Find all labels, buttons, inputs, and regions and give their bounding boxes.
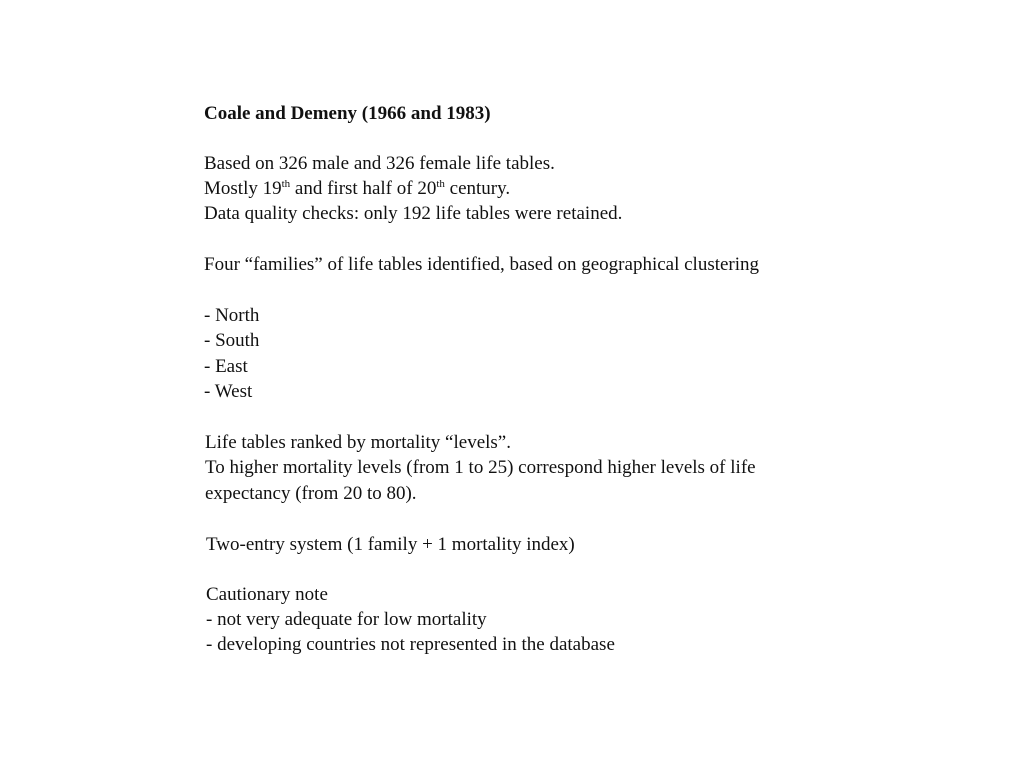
system-line: Two-entry system (1 family + 1 mortality index) — [206, 534, 575, 555]
family-item-north: - North — [204, 305, 260, 326]
ranking-line-3: expectancy (from 20 to 80). — [205, 483, 417, 504]
intro-line-2-b: and first half of 20 — [290, 178, 437, 199]
intro-line-2-c: century. — [444, 178, 511, 199]
intro-line-2-sup-2: th — [436, 178, 445, 190]
family-item-south: - South — [204, 330, 260, 351]
caution-item-2: - developing countries not represented in the database — [206, 634, 615, 655]
ranking-line-1: Life tables ranked by mortality “levels”. — [205, 432, 511, 453]
intro-line-2 — [204, 179, 510, 198]
ranking-line-2: To higher mortality levels (from 1 to 25) correspond higher levels of life — [205, 457, 756, 478]
family-item-west: - West — [204, 381, 253, 402]
intro-line-1: Based on 326 male and 326 female life tables. — [204, 153, 555, 174]
family-item-east: - East — [204, 356, 248, 377]
intro-line-3: Data quality checks: only 192 life tables were retained. — [204, 203, 623, 224]
intro-line-2-sup-1: th — [281, 178, 291, 190]
document-title: Coale and Demeny (1966 and 1983) — [204, 103, 491, 124]
intro-line-2-a: Mostly 19 — [204, 178, 282, 199]
caution-item-1: - not very adequate for low mortality — [206, 609, 487, 630]
families-heading: Four “families” of life tables identified, based on geographical clustering — [204, 254, 760, 275]
caution-heading: Cautionary note — [206, 584, 328, 605]
